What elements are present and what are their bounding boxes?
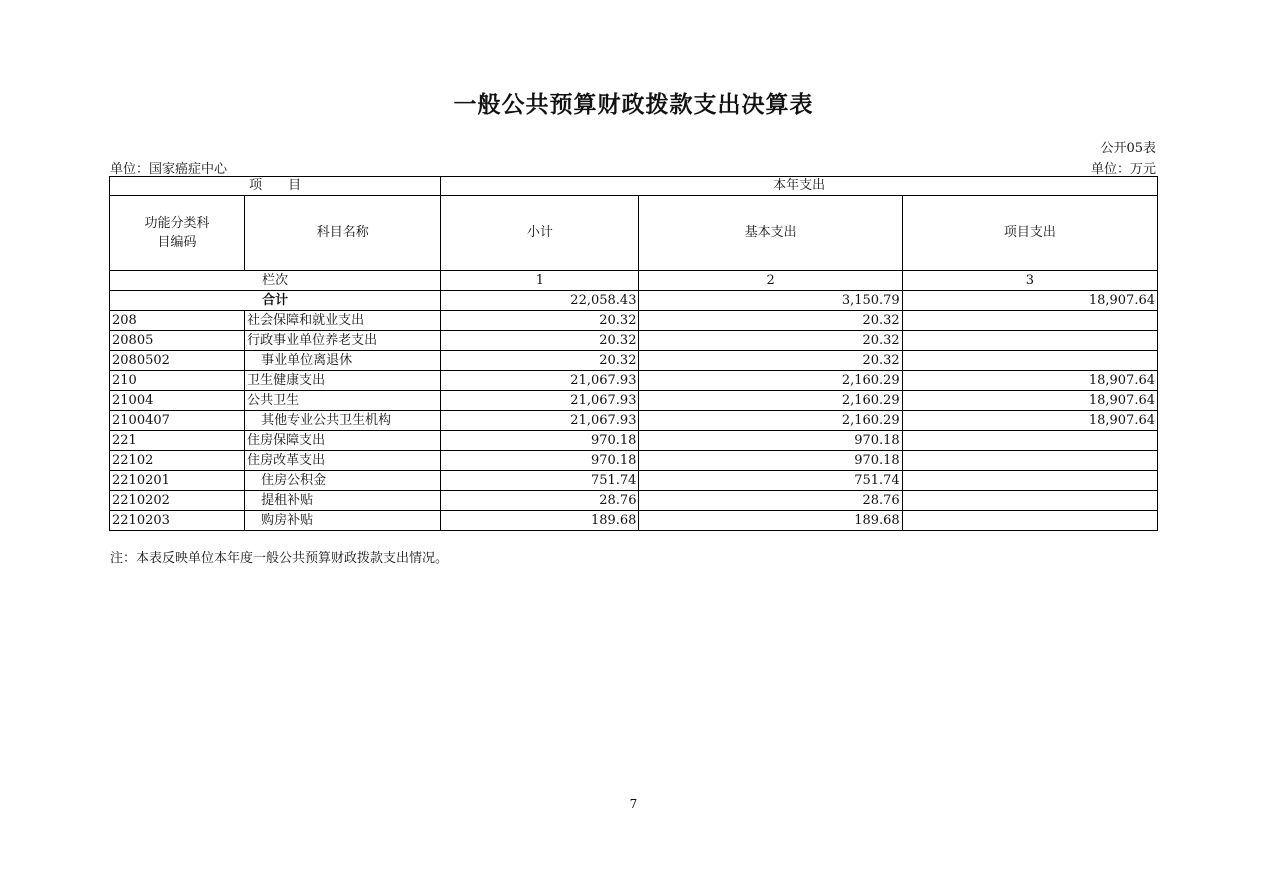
row-code: 2210202 (110, 491, 245, 511)
column-number-3: 3 (902, 271, 1157, 291)
column-number-row (110, 271, 1158, 291)
row-code: 20805 (110, 331, 245, 351)
row-name: 卫生健康支出 (245, 371, 441, 391)
row-project: 18,907.64 (902, 411, 1157, 431)
row-subtotal: 20.32 (441, 351, 639, 371)
row-project (902, 491, 1157, 511)
table-row (110, 391, 1158, 411)
row-basic: 20.32 (639, 331, 902, 351)
table-row (110, 451, 1158, 471)
row-project: 18,907.64 (902, 371, 1157, 391)
row-basic: 20.32 (639, 351, 902, 371)
header-name: 科目名称 (245, 196, 441, 271)
row-project (902, 511, 1157, 531)
row-subtotal: 21,067.93 (441, 391, 639, 411)
row-code: 2210203 (110, 511, 245, 531)
table-note: 注：本表反映单位本年度一般公共预算财政拨款支出情况。 (110, 551, 449, 566)
page-title: 一般公共预算财政拨款支出决算表 (453, 91, 814, 118)
row-basic: 970.18 (639, 451, 902, 471)
row-name: 事业单位离退休 (245, 351, 441, 371)
row-code: 2080502 (110, 351, 245, 371)
currency-unit: 单位：万元 (1090, 162, 1156, 177)
row-name: 住房公积金 (245, 471, 441, 491)
row-subtotal: 20.32 (441, 311, 639, 331)
row-code: 2100407 (110, 411, 245, 431)
row-name: 社会保障和就业支出 (245, 311, 441, 331)
row-subtotal: 20.32 (441, 331, 639, 351)
header-row-2 (110, 196, 1158, 271)
total-subtotal: 22,058.43 (441, 291, 639, 311)
row-code: 21004 (110, 391, 245, 411)
row-subtotal: 970.18 (441, 451, 639, 471)
row-project (902, 471, 1157, 491)
row-name: 住房保障支出 (245, 431, 441, 451)
row-project (902, 451, 1157, 471)
row-subtotal: 21,067.93 (441, 411, 639, 431)
reporting-unit: 单位：国家癌症中心 (110, 162, 228, 177)
row-project: 18,907.64 (902, 391, 1157, 411)
header-code (110, 196, 245, 271)
row-subtotal: 970.18 (441, 431, 639, 451)
row-project (902, 351, 1157, 371)
row-code: 221 (110, 431, 245, 451)
row-project (902, 431, 1157, 451)
row-name: 行政事业单位养老支出 (245, 331, 441, 351)
table-row (110, 351, 1158, 371)
row-code: 210 (110, 371, 245, 391)
row-subtotal: 21,067.93 (441, 371, 639, 391)
row-name: 公共卫生 (245, 391, 441, 411)
row-basic: 20.32 (639, 311, 902, 331)
row-subtotal: 28.76 (441, 491, 639, 511)
page-number: 7 (629, 797, 638, 811)
row-code: 22102 (110, 451, 245, 471)
table-row (110, 491, 1158, 511)
form-number: 公开05表 (1100, 141, 1156, 156)
row-project (902, 331, 1157, 351)
row-basic: 2,160.29 (639, 371, 902, 391)
row-name: 其他专业公共卫生机构 (245, 411, 441, 431)
total-project: 18,907.64 (902, 291, 1157, 311)
table-row (110, 371, 1158, 391)
row-subtotal: 189.68 (441, 511, 639, 531)
total-basic: 3,150.79 (639, 291, 902, 311)
header-item: 项 目 (110, 177, 441, 196)
total-row (110, 291, 1158, 311)
table-row (110, 511, 1158, 531)
table-row (110, 471, 1158, 491)
header-subtotal: 小计 (441, 196, 639, 271)
row-code: 2210201 (110, 471, 245, 491)
row-project (902, 311, 1157, 331)
row-subtotal: 751.74 (441, 471, 639, 491)
table-row (110, 331, 1158, 351)
row-basic: 189.68 (639, 511, 902, 531)
header-row-1 (110, 177, 1158, 196)
table-row (110, 431, 1158, 451)
row-name: 住房改革支出 (245, 451, 441, 471)
row-basic: 2,160.29 (639, 411, 902, 431)
row-name: 提租补贴 (245, 491, 441, 511)
row-code: 208 (110, 311, 245, 331)
row-basic: 2,160.29 (639, 391, 902, 411)
column-label: 栏次 (110, 271, 441, 291)
row-basic: 970.18 (639, 431, 902, 451)
column-number-2: 2 (639, 271, 902, 291)
table-row (110, 411, 1158, 431)
column-number-1: 1 (441, 271, 639, 291)
row-basic: 28.76 (639, 491, 902, 511)
row-basic: 751.74 (639, 471, 902, 491)
table-row (110, 311, 1158, 331)
header-current-year: 本年支出 (441, 177, 1158, 196)
row-name: 购房补贴 (245, 511, 441, 531)
header-code-text: 功能分类科目编码 (144, 216, 210, 250)
budget-table (109, 176, 1158, 531)
header-basic: 基本支出 (639, 196, 902, 271)
header-project: 项目支出 (902, 196, 1157, 271)
total-label: 合计 (110, 291, 441, 311)
